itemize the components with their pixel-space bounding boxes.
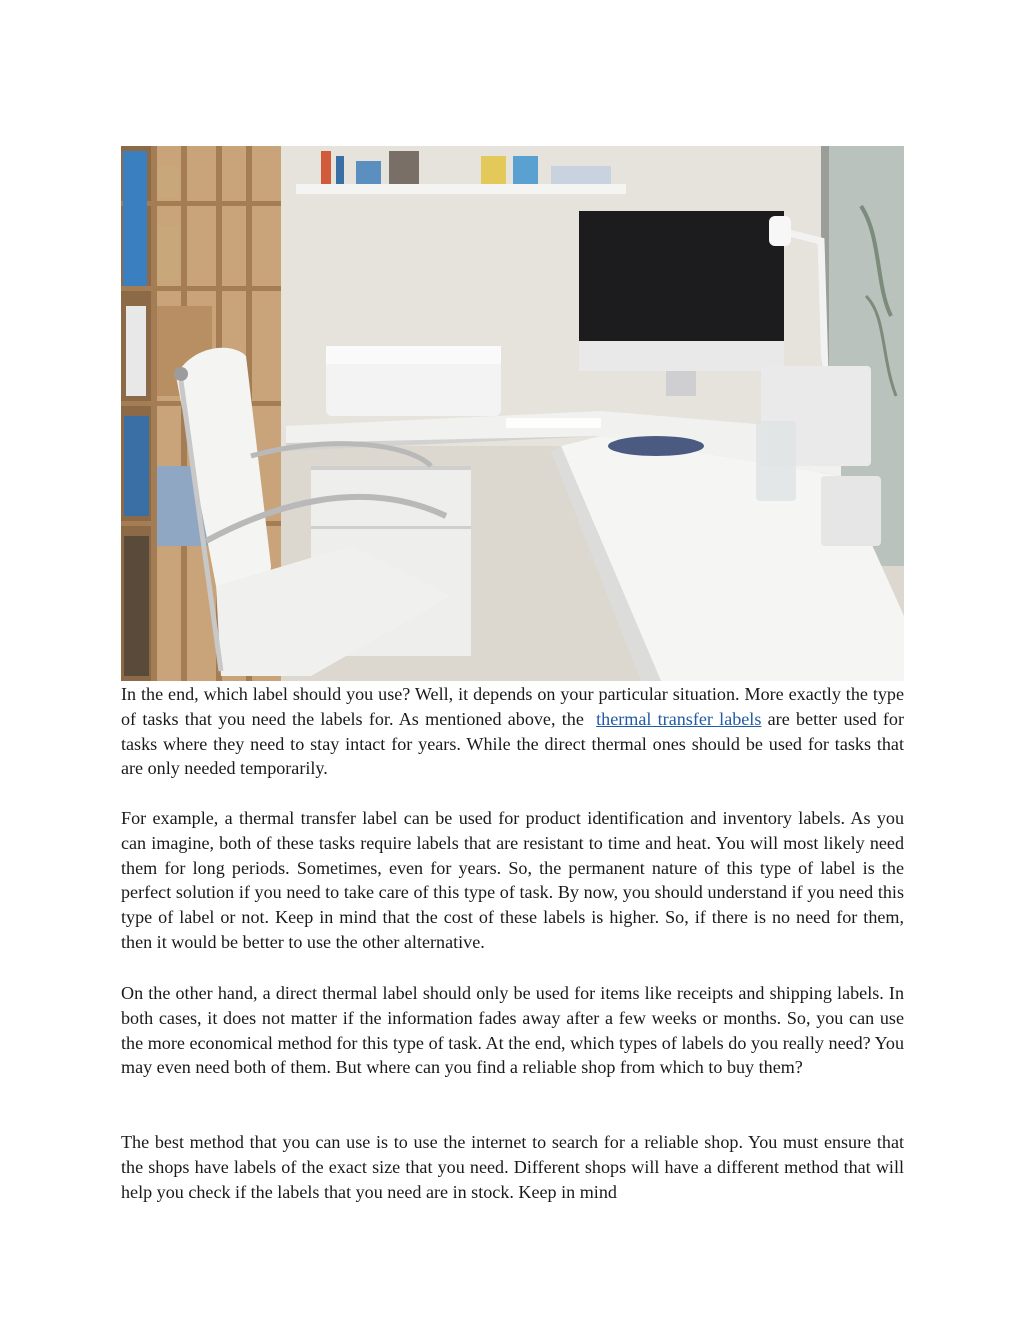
office-illustration bbox=[121, 146, 904, 681]
paragraph-1-text-start: In the end, which label should you use? Well, it depends on your particular situation. More exactly the type of tasks that you need the labels for. As mentioned above, the bbox=[121, 684, 904, 729]
office-photo bbox=[121, 146, 904, 681]
paragraph-1 bbox=[121, 682, 904, 781]
thermal-transfer-labels-link[interactable]: thermal transfer labels bbox=[596, 708, 762, 729]
paragraph-4: The best method that you can use is to use the internet to search for a reliable shop. You must ensure that the shops have labels of the exact size that you need. Different shops will have a different method that will help you check if the labels that you need are in stock. Keep in mind bbox=[121, 1132, 904, 1202]
paragraph-3: On the other hand, a direct thermal label should only be used for items like receipts and shipping labels. In both cases, it does not matter if the information fades away after a few weeks or months. So, you can use the more economical method for this type of task. At the end, which types of labels do you really need? You may even need both of them. But where can you find a reliable shop from which to buy them? bbox=[121, 983, 904, 1078]
paragraph-1-text-end: are better used for tasks where they need to stay intact for years. While the direct thermal ones should be used for tasks that are only needed temporarily. bbox=[121, 708, 904, 779]
paragraph-2: For example, a thermal transfer label can be used for product identification and inventory labels. As you can imagine, both of these tasks require labels that are resistant to time and heat. You will most likely need them for long periods. Sometimes, even for years. So, the permanent nature of this type of label is the perfect solution if you need to take care of this type of task. By now, you should understand if you need this type of label or not. Keep in mind that the cost of these labels is higher. So, if there is no need for them, then it would be better to use the other alternative. bbox=[121, 808, 904, 952]
